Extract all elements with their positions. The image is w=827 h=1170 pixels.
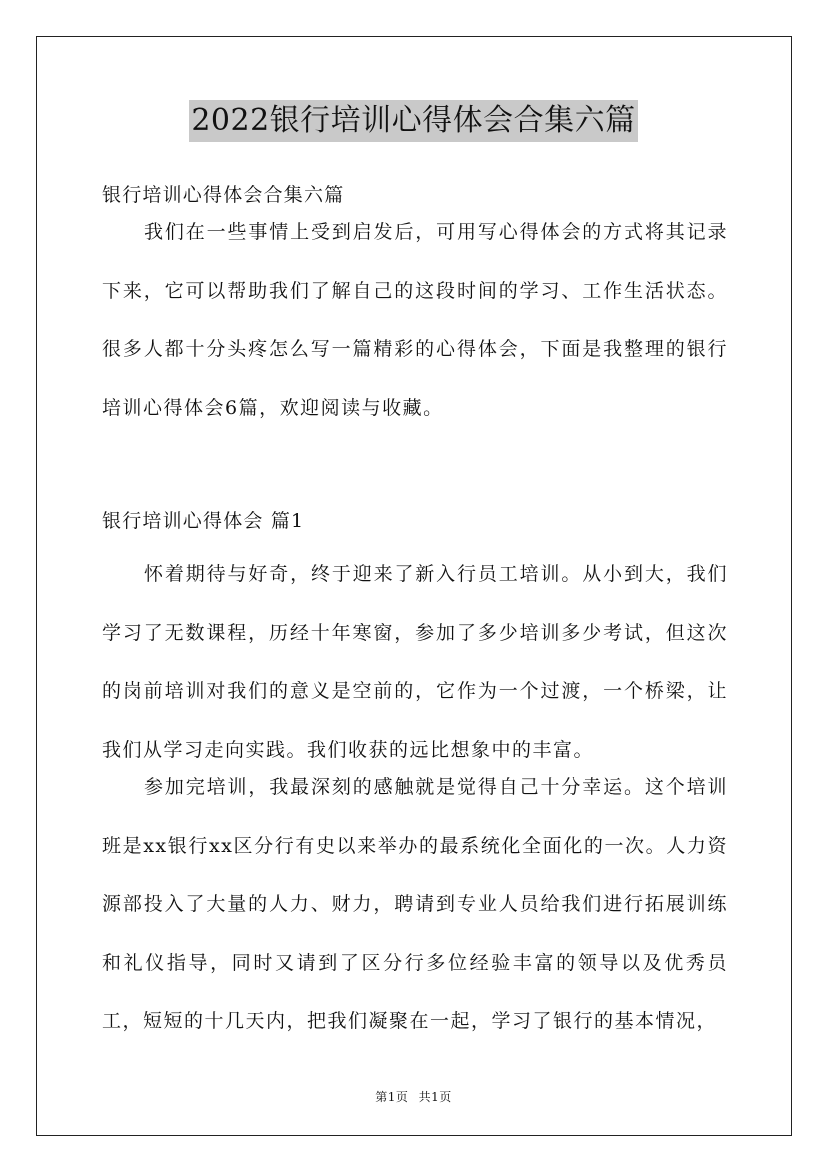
title-container (0, 100, 827, 142)
page-footer (0, 1088, 827, 1105)
document-title: 2022银行培训心得体会合集六篇 (189, 100, 637, 142)
section-heading: 银行培训心得体会 篇1 (102, 510, 305, 532)
body-paragraph-1: 怀着期待与好奇，终于迎来了新入行员工培训。从小到大，我们学习了无数课程，历经十年寒窗，参加了多少培训多少考试，但这次的岗前培训对我们的意义是空前的，它作为一个过渡，一个桥梁，让我们从学习走向实践。我们收获的远比想象中的丰富。 (102, 563, 728, 761)
page-number-current: 第1页 (375, 1090, 409, 1104)
document-subtitle: 银行培训心得体会合集六篇 (102, 184, 345, 206)
page-number-total: 共1页 (418, 1090, 452, 1104)
intro-paragraph: 我们在一些事情上受到启发后，可用写心得体会的方式将其记录下来，它可以帮助我们了解自己的这段时间的学习、工作生活状态。很多人都十分头疼怎么写一篇精彩的心得体会，下面是我整理的银行培训心得体会6篇，欢迎阅读与收藏。 (102, 221, 728, 419)
body-paragraph-2: 参加完培训，我最深刻的感触就是觉得自己十分幸运。这个培训班是xx银行xx区分行有史以来举办的最系统化全面化的一次。人力资源部投入了大量的人力、财力，聘请到专业人员给我们进行拓展训练和礼仪指导，同时又请到了区分行多位经验丰富的领导以及优秀员工，短短的十几天内，把我们凝聚在一起，学习了银行的基本情况， (102, 776, 728, 1032)
